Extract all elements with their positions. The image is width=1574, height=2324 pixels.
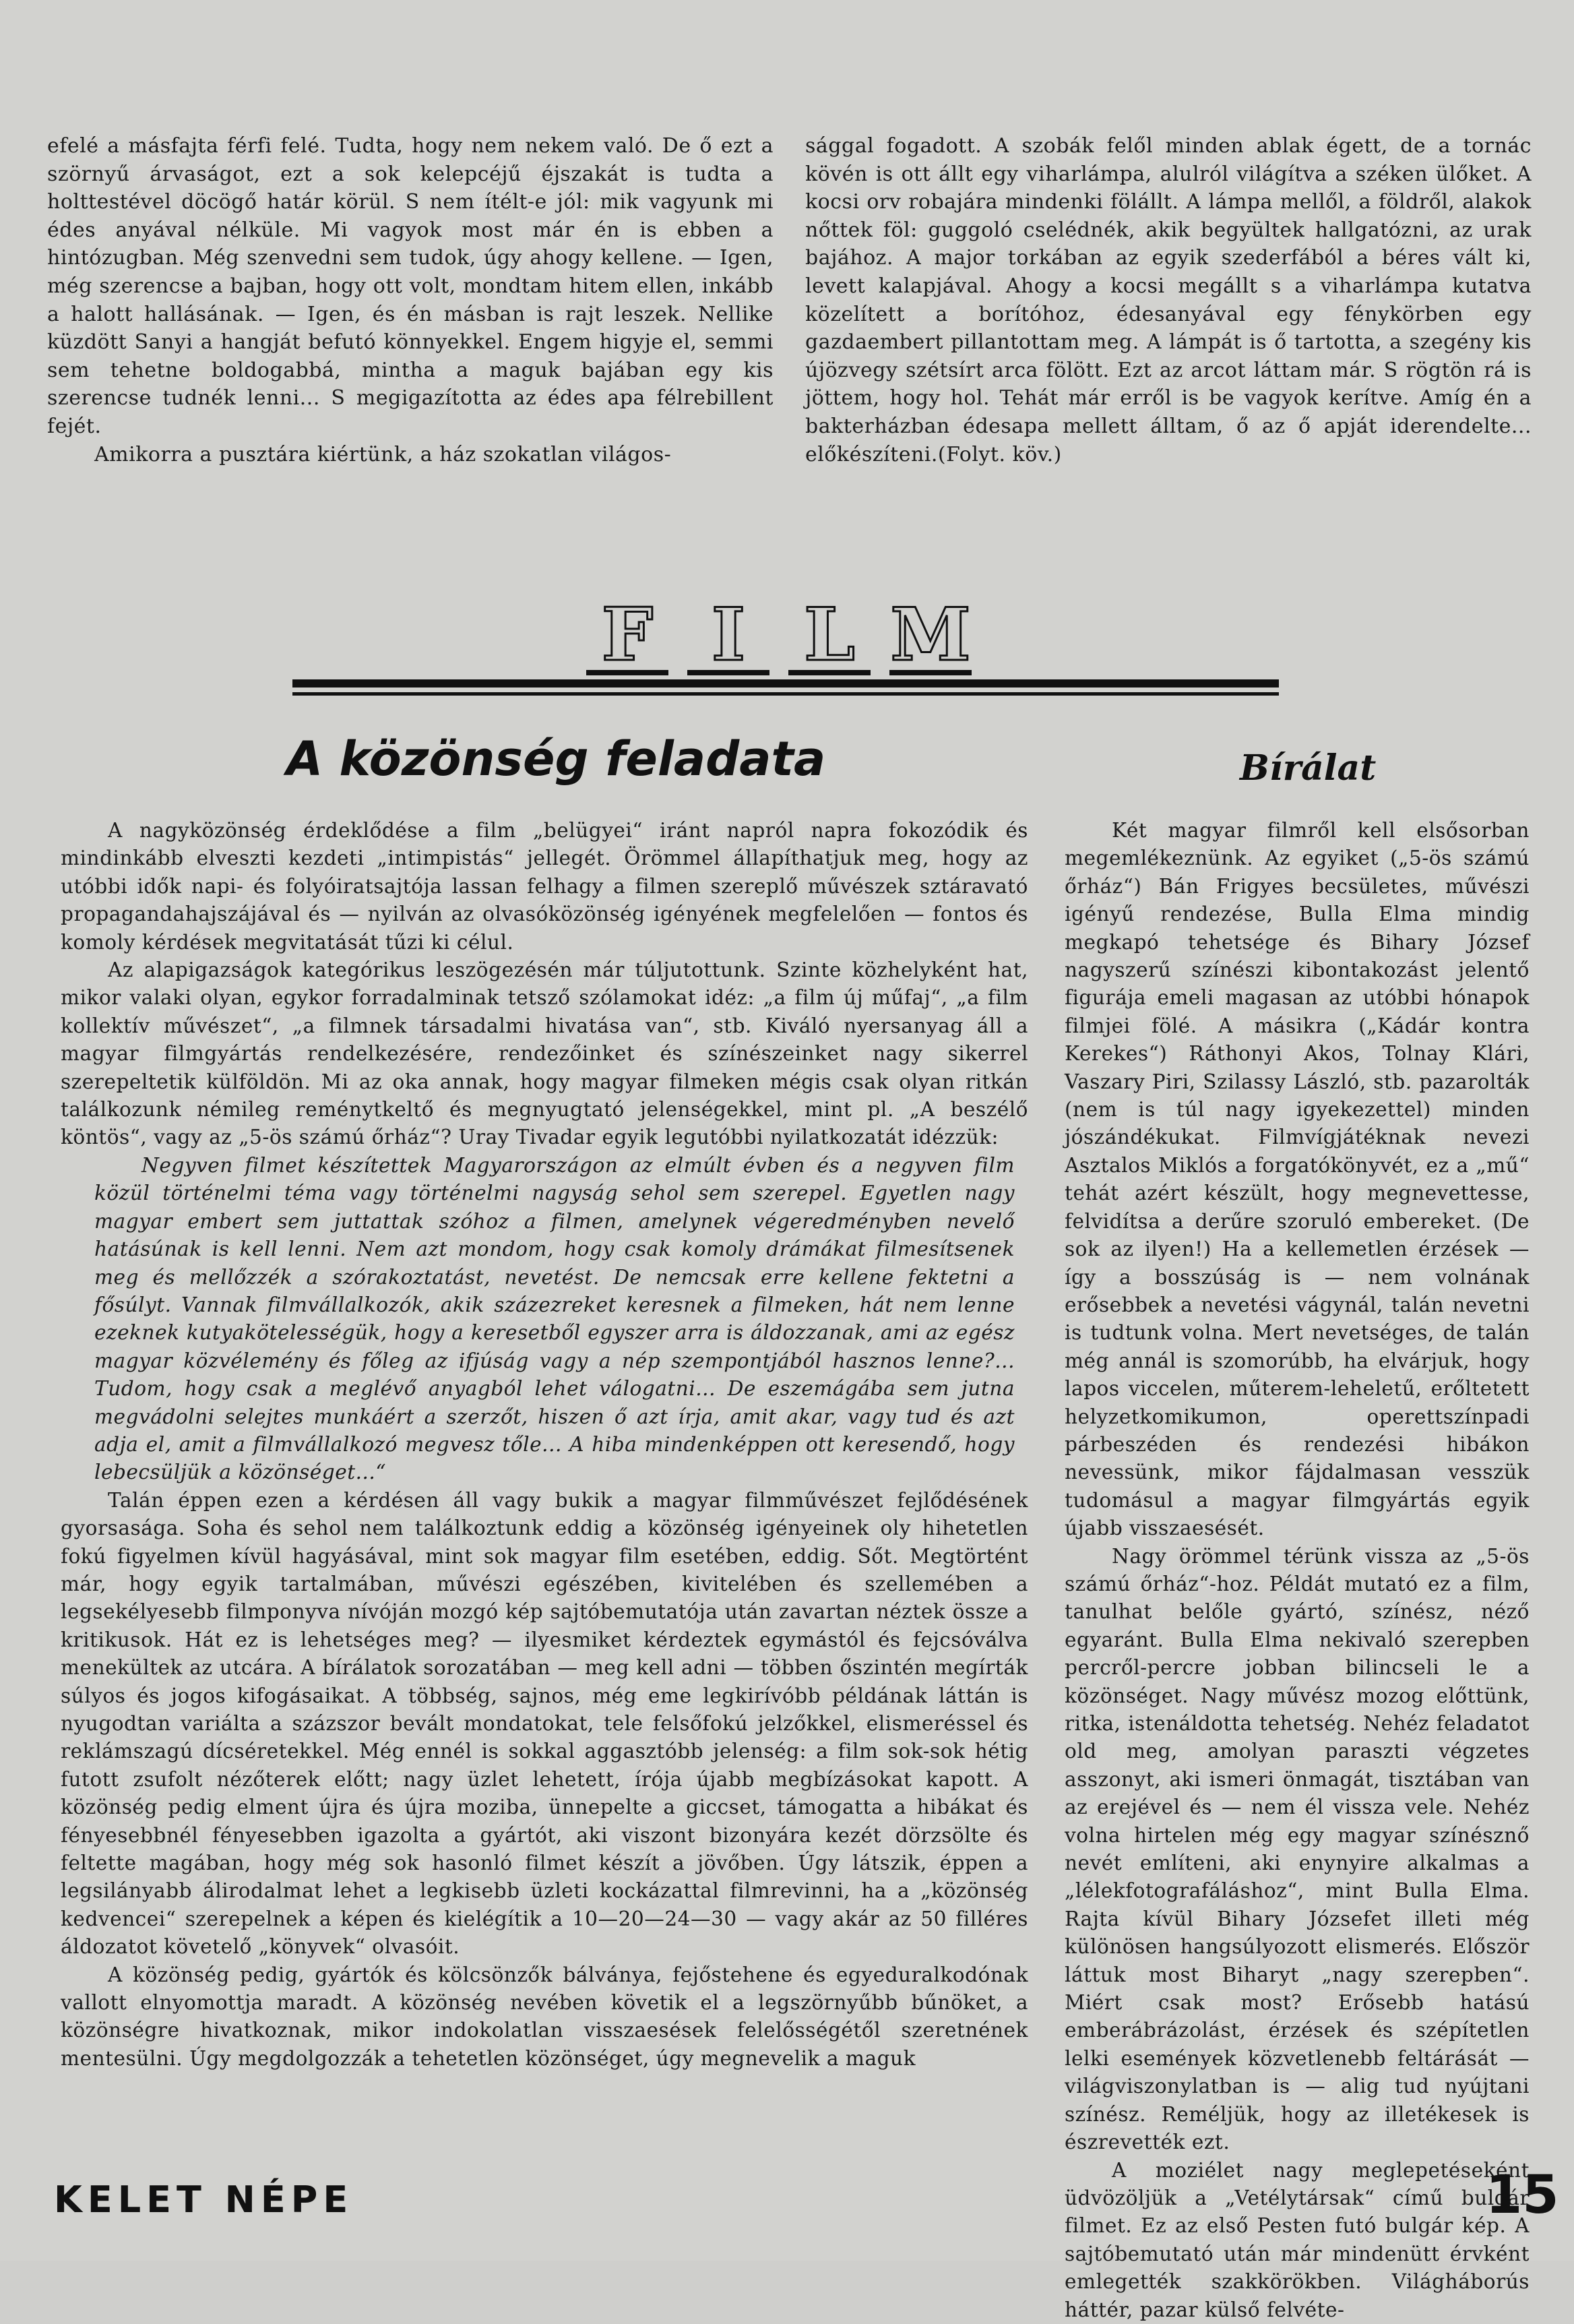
article-body — [61, 817, 1028, 2073]
article-title: A közönség feladata — [286, 731, 826, 787]
story-paragraph: Amikorra a pusztára kiértünk, a ház szokatlan világos- — [94, 442, 672, 466]
banner-letter: L — [788, 600, 871, 675]
page-number: 15 — [1486, 2165, 1559, 2226]
continued-story-left-column — [47, 132, 774, 468]
magazine-masthead: KELET NÉPE — [54, 2178, 354, 2221]
article-paragraph: Az alapigazságok kategórikus leszögezésén már túljutottunk. Szinte közhelyként hat, mikor valaki olyan, egykor forradalminak tetsző szólamokat idéz: „a film új műfaj“, „a film kollektív művészet“, „a filmnek társadalmi hivatása van“, stb. Kiváló nyersanyag áll a magyar filmgyártás rendelkezésére, rendezőinket és színészeinket nagy sikerrel szerepeltetik külföldön. Mi az oka annak, hogy magyar filmeken mégis csak olyan ritkán találkozunk némileg reménytkeltő és megnyugtató jelenségekkel, mint pl. „A beszélő köntös“, vagy az „5-ös számú őrház“? Uray Tivadar egyik legutóbbi nyilatkozatát idézzük: — [61, 958, 1028, 1149]
review-paragraph: A moziélet nagy meglepetéseként üdvözöljük a „Vetélytársak“ című bulgár filmet. Ez az első Pesten futó bulgár kép. A sajtóbemutató után már mindenütt érvként emlegették szakkörökben. Világháborús háttér, pazar külső felvéte- — [1065, 2158, 1530, 2321]
section-rule-thin — [292, 692, 1279, 696]
article-quote: Negyven filmet készítettek Magyarországon az elmúlt évben és a negyven film közül történelmi téma vagy történelmi nagyság sehol sem szerepel. Egyetlen nagy magyar embert sem juttattak szóhoz a filmen, amelynek végeredményben nevelő hatásúnak is kell lenni. Nem azt mondom, hogy csak komoly drámákat filmesítsenek meg és mellőzzék a szórakoztatást, nevetést. De nemcsak erre kellene fektetni a fősúlyt. Vannak filmvállalkozók, akik százezreket keresnek a filmeken, hát nem lenne ezeknek kutyakötelességük, hogy a keresetből egyszer arra is áldozzanak, ami az egész magyar közvélemény és főleg az ifjúság vagy a nép szempontjából hasznos lenne?... Tudom, hogy csak a meglévő anyagból lehet válogatni... De eszemágába sem jutna megvádolni selejtes munkáért a szerzőt, hiszen ő azt írja, amit akar, vagy tud és azt adja el, amit a filmvállalkozó megvesz tőle... A hiba mindenképpen ott keresendő, hogy lebecsüljük a közönséget...“ — [94, 1153, 1015, 1484]
section-rule — [292, 679, 1279, 687]
review-paragraph: Nagy örömmel térünk vissza az „5-ös számú őrház“-hoz. Példát mutató ez a film, tanulhat belőle gyártó, színész, néző egyaránt. Bulla Elma nekivaló szerepben percről-percre jobban bilincseli le a közönséget. Nagy művész mozog előttünk, ritka, istenáldotta tehetség. Nehéz feladatot old meg, amolyan paraszti végzetes asszonyt, aki ismeri önmagát, tisztában van az erejével és — nem él vissza vele. Nehéz volna hirtelen még egy magyar színésznő nevét említeni, aki enynyire alkalmas a „lélekfotografáláshoz“, mint Bulla Elma. Rajta kívül Bihary Józsefet illeti még különösen hangsúlyozott elismerés. Először láttuk most Biharyt „nagy szerepben“. Miért csak most? Erősebb hatású emberábrázolást, érzések és szépítetlen lelki események közvetlenebb feltárását — világviszonylatban is — alig tud nyújtani színész. Reméljük, hogy az illetékesek is észrevették ezt. — [1065, 1544, 1530, 2154]
story-paragraph: efelé a másfajta férfi felé. Tudta, hogy nem nekem való. De ő ezt a szörnyű árvaságot, ezt a sok kelepcéjű éjszakát is tudta a holttestével döcögő határ körül. S nem ítélt-e jól: mik vagyunk mi édes anyával nélküle. Mi vagyok most már én is ebben a hintózugban. Még szenvedni sem tudok, úgy ahogy kellene. — Igen, még szerencse a bajban, hogy ott volt, mondtam hitem ellen, inkább a halott hallásának. — Igen, és én másban is rajt leszek. Nellike küzdött Sanyi a hangját befutó könnyekkel. Engem higyje el, semmi sem tehetne boldogabbá, mintha a maguk bajában egy kis szerencse tudnék lenni... S megigazította az édes apa félrebillent fejét. — [47, 134, 774, 438]
story-paragraph: sággal fogadott. A szobák felől minden ablak égett, de a tornác kövén is ott állt egy viharlámpa, alulról világítva a széken ülőket. A kocsi orv robajára mindenki fölállt. A lámpa mellől, a földről, alakok nőttek föl: guggoló cselédnék, akik begyültek hallgatózni, az urak bajához. A major torkában az egyik szederfából a béres vált ki, levett kalapjával. Ahogy a kocsi megállt s a viharlámpa kutatva közelített a borítóhoz, édesanyával egy fénykörben egy gazdaembert pillantottam meg. A lámpát is ő tartotta, a szegény kis újözvegy szétsírt arca fölött. Ezt az arcot láttam már. S rögtön rá is jöttem, hogy hol. Tehát már erről is be vagyok kerítve. Amíg én a bakterházban édesapa mellett álltam, ő az ő apját iderendelte... előkészíteni.(Folyt. köv.) — [805, 134, 1532, 466]
banner-letter: F — [586, 600, 668, 675]
review-heading: Bírálat — [1240, 747, 1377, 789]
article-paragraph: A közönség pedig, gyártók és kölcsönzők bálványa, fejőstehene és egyeduralkodónak vallott elnyomottja maradt. A közönség nevében követik el a legszörnyűbb bűnöket, a közönségre hivatkoznak, mikor indokolatlan visszaesések felelősségétől szeretnének mentesülni. Úgy megdolgozzák a tehetetlen közönséget, úgy megnevelik a maguk — [61, 1963, 1028, 2070]
banner-letter: M — [890, 592, 971, 677]
banner-letter: I — [687, 600, 769, 675]
continued-story-right-column — [805, 132, 1532, 468]
review-column — [1065, 817, 1530, 2324]
article-paragraph: Talán éppen ezen a kérdésen áll vagy bukik a magyar filmművészet fejlődésének gyorsasága. Soha és sehol nem találkoztunk eddig a közönség igényeinek oly hihetetlen fokú figyelmen kívül hagyásával, mint sok magyar film esetében, eddig. Sőt. Megtörtént már, hogy egyik tartalmában, művészi egészében, kivitelében és szellemében a legsekélyesebb filmponyva nívóján mozgó kép sajtóbemutatója után zavartan néztek össze a kritikusok. Hát ez is lehetséges meg? — ilyesmiket kérdeztek egymástól és fejcsóválva menekültek az utcára. A bírálatok sorozatában — meg kell adni — többen őszintén megírták súlyos és jogos kifogásaikat. A többség, sajnos, még eme legkirívóbb példának láttán is nyugodtan variálta a százszor bevált mondatokat, tele felsőfokú jelzőkkel, elismeréssel és reklámszagú dícséretekkel. Még ennél is sokkal aggasztóbb jelenség: a film sok-sok hétig futott zsufolt nézőterek előtt; nagy üzlet lehetett, írója újabb megbízásokat kapott. A közönség pedig elment újra és újra moziba, ünnepelte a giccset, támogatta a hibákat és fényesebbnél fényesebben igazolta a gyártót, aki viszont bizonyára kezét dörzsölte és feltette magában, hogy még sok hasonló filmet készít a jövőben. Úgy látszik, éppen a legsilányabb álirodalmat lehet a legkisebb üzleti kockázattal filmrevinni, ha a „közönség kedvencei“ szerepelnek a képen és kielégítik a 10—20—24—30 — vagy akár az 50 filléres áldozatot követelő „könyvek“ olvasóit. — [61, 1488, 1028, 1959]
review-paragraph: Két magyar filmről kell elsősorban megemlékeznünk. Az egyiket („5-ös számú őrház“) Bán Frigyes becsületes, művészi igényű rendezése, Bulla Elma mindig megkapó tehetsége és Bihary József nagyszerű színészi kibontakozást jelentő figurája emeli magasan az utóbbi hónapok filmjei fölé. A másikra („Kádár kontra Kerekes“) Ráthonyi Akos, Tolnay Klári, Vaszary Piri, Szilassy László, stb. pazarolták (nem is túl nagy igyekezettel) minden jószándékukat. Filmvígjátéknak nevezi Asztalos Miklós a forgatókönyvét, ez a „mű“ tehát azért készült, hogy megnevettesse, felvidítsa a derűre szoruló embereket. (De sok az ilyen!) Ha a kellemetlen érzések — így a bosszúság is — nem volnának erősebbek a nevetési vágynál, talán nevetni is tudtunk volna. Mert nevetséges, de talán még annál is szomorúbb, ha elvárjuk, hogy lapos viccelen, műterem-leheletű, erőltetett helyzetkomikumon, operettszínpadi párbeszéden és rendezési hibákon nevessünk, mikor fájdalmasan vesszük tudomásul a magyar filmgyártás egyik újabb visszaesését. — [1065, 819, 1530, 1540]
section-banner-film — [586, 592, 1004, 677]
article-paragraph: A nagyközönség érdeklődése a film „belügyei“ iránt napról napra fokozódik és mindinkább elveszti kezdeti „intimpistás“ jellegét. Örömmel állapíthatjuk meg, hogy az utóbbi idők napi- és folyóiratsajtója lassan felhagy a filmen szereplő művészek sztáravató propagandahajszájával és — nyilván az olvasóközönség igényének megfelelően — fontos és komoly kérdések megvitatását tűzi ki célul. — [61, 819, 1028, 954]
